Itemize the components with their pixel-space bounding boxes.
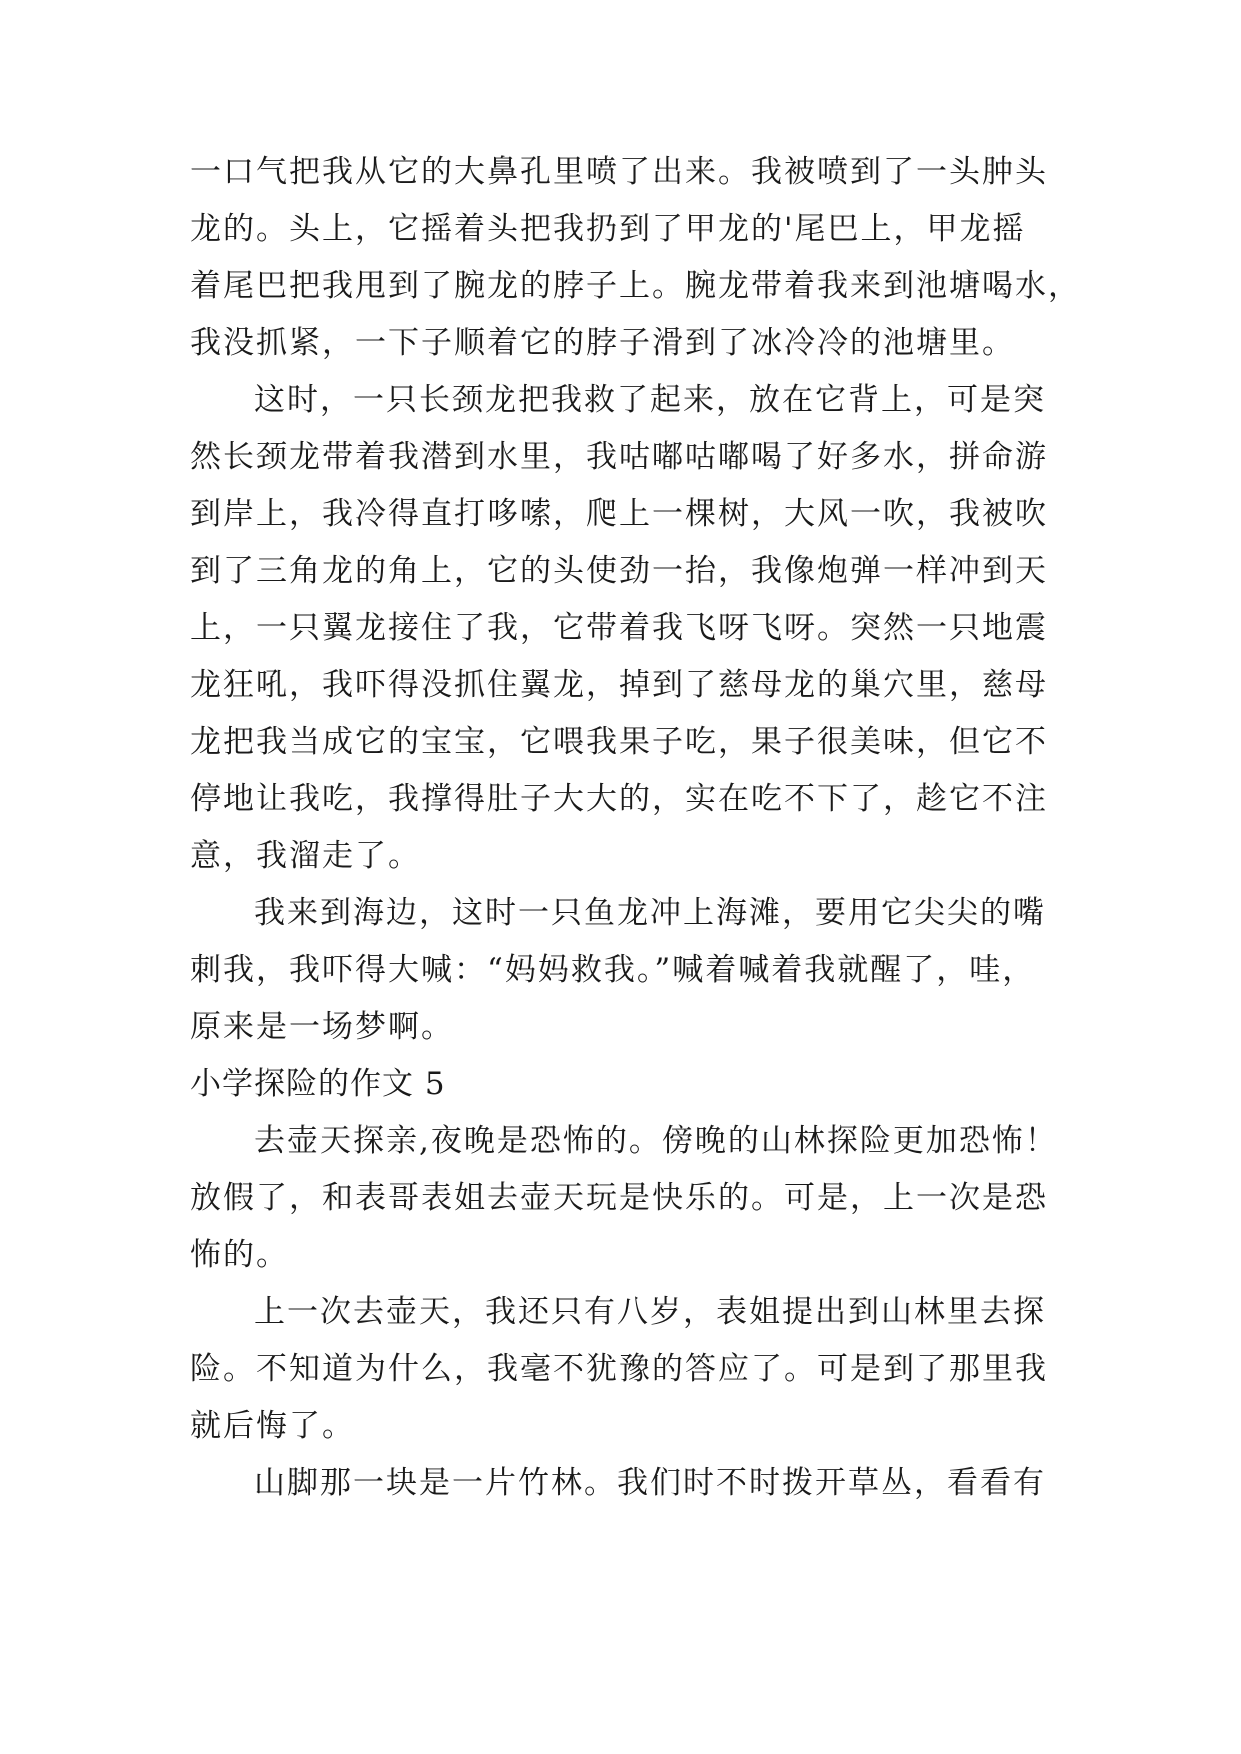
paragraph-start-line: 去壶天探亲,夜晚是恐怖的。傍晚的山林探险更加恐怖！ (254, 1123, 1058, 1159)
text-line: 意，我溜走了。 (190, 838, 421, 874)
text-line: 我没抓紧，一下子顺着它的脖子滑到了冰冷冷的池塘里。 (190, 325, 1015, 361)
text-line: 怖的。 (190, 1237, 289, 1273)
text-line: 然长颈龙带着我潜到水里，我咕嘟咕嘟喝了好多水，拼命游 (190, 439, 1048, 475)
text-line: 原来是一场梦啊。 (190, 1009, 454, 1045)
text-line: 刺我，我吓得大喊：“妈妈救我。”喊着喊着我就醒了，哇， (190, 952, 1036, 988)
section-heading: 小学探险的作文 5 (190, 1066, 446, 1102)
text-line: 一口气把我从它的大鼻孔里喷了出来。我被喷到了一头肿头 (190, 154, 1048, 190)
text-line: 龙的。头上，它摇着头把我扔到了甲龙的'尾巴上，甲龙摇 (190, 211, 1026, 247)
text-line: 上，一只翼龙接住了我，它带着我飞呀飞呀。突然一只地震 (190, 610, 1048, 646)
text-line: 险。不知道为什么，我毫不犹豫的答应了。可是到了那里我 (190, 1351, 1048, 1387)
text-line: 停地让我吃，我撑得肚子大大的，实在吃不下了，趁它不注 (190, 781, 1048, 817)
paragraph-start-line: 山脚那一块是一片竹林。我们时不时拨开草丛，看看有 (254, 1465, 1046, 1501)
text-line: 放假了，和表哥表姐去壶天玩是快乐的。可是，上一次是恐 (190, 1180, 1048, 1216)
text-line: 龙狂吼，我吓得没抓住翼龙，掉到了慈母龙的巢穴里，慈母 (190, 667, 1048, 703)
text-line: 着尾巴把我甩到了腕龙的脖子上。腕龙带着我来到池塘喝水， (190, 268, 1081, 304)
paragraph-start-line: 上一次去壶天，我还只有八岁，表姐提出到山林里去探 (254, 1294, 1046, 1330)
paragraph-start-line: 这时，一只长颈龙把我救了起来，放在它背上，可是突 (254, 382, 1046, 418)
text-line: 龙把我当成它的宝宝，它喂我果子吃，果子很美味，但它不 (190, 724, 1048, 760)
text-line: 到了三角龙的角上，它的头使劲一抬，我像炮弹一样冲到天 (190, 553, 1048, 589)
text-line: 到岸上，我冷得直打哆嗦，爬上一棵树，大风一吹，我被吹 (190, 496, 1048, 532)
paragraph-start-line: 我来到海边，这时一只鱼龙冲上海滩，要用它尖尖的嘴 (254, 895, 1046, 931)
text-line: 就后悔了。 (190, 1408, 355, 1444)
